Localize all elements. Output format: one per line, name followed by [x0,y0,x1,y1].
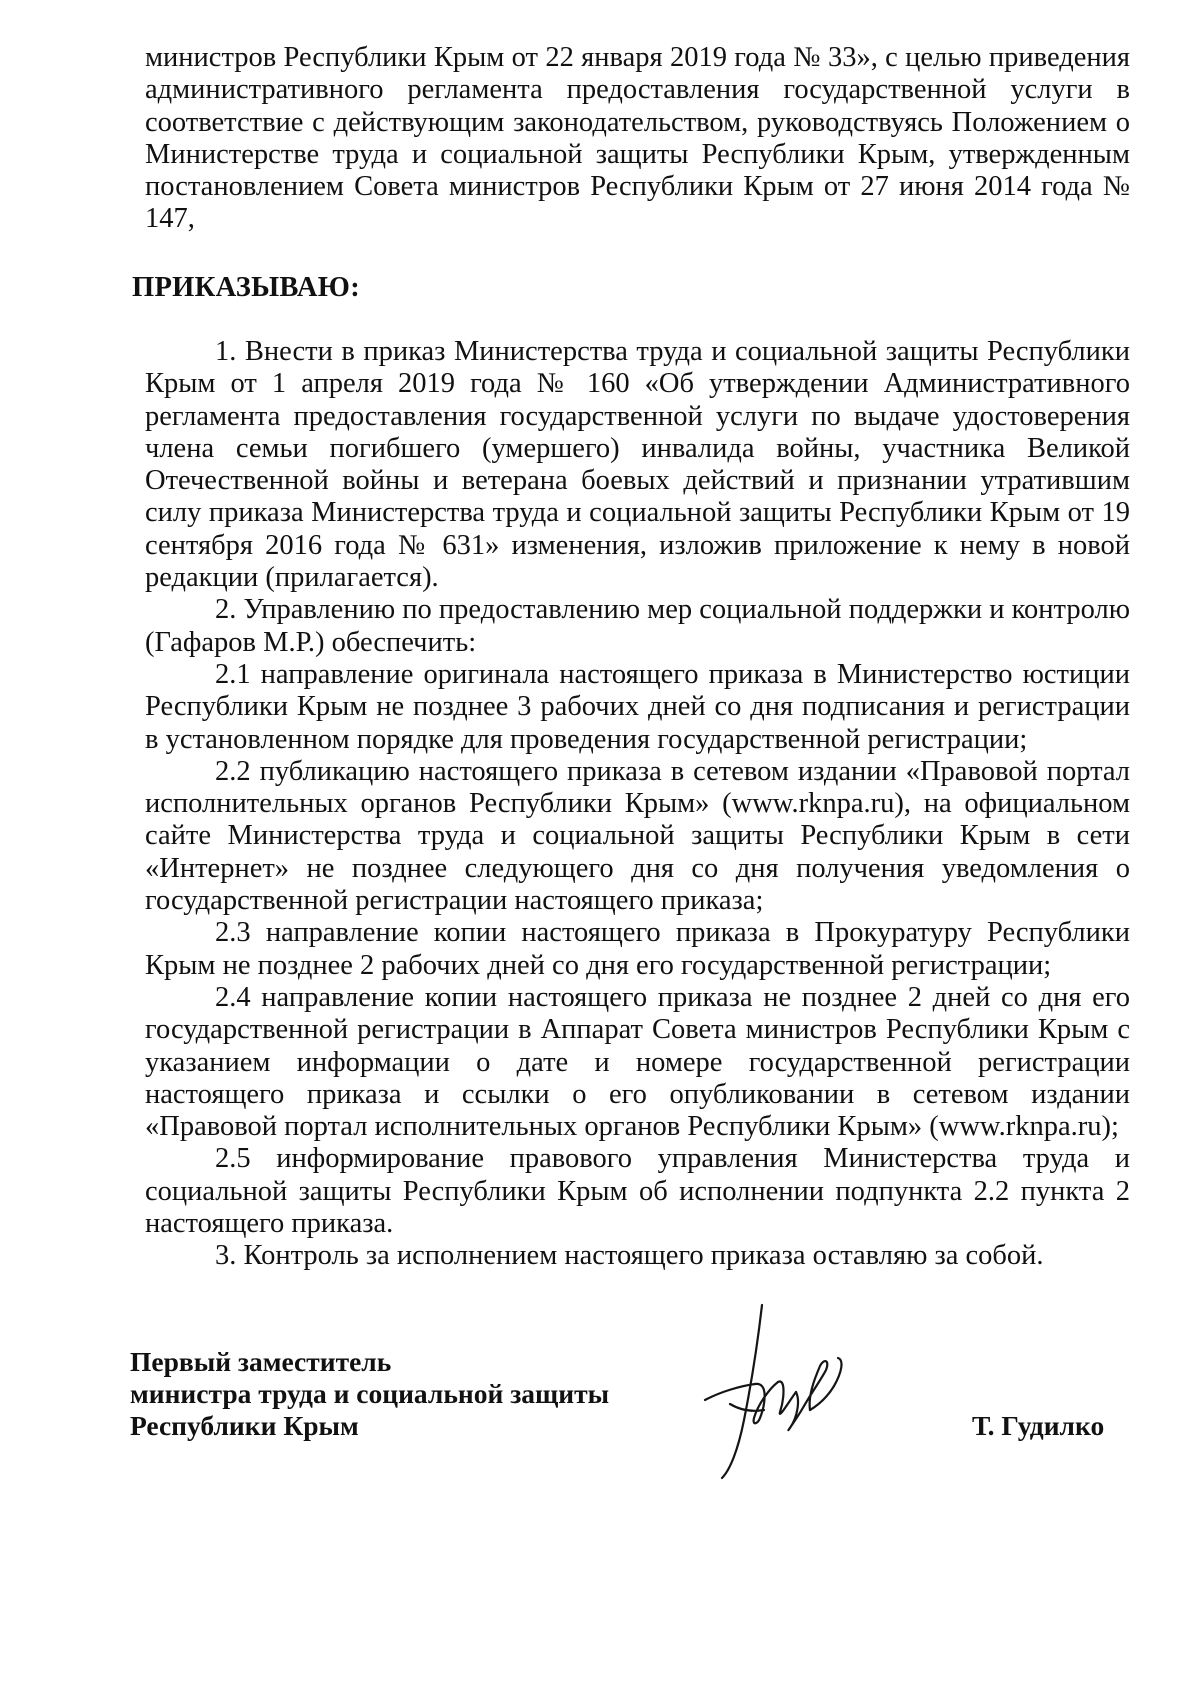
signatory-position-line-3: Республики Крым [130,1410,359,1441]
signatory-position-line-1: Первый заместитель [130,1346,392,1377]
order-item-2-5: 2.5 информирование правового управления Министерства труда и социальной защиты Республики Крым об исполнении подпункта 2.2 пункта 2 настоящего приказа. [145,1143,1130,1240]
order-item-2-3: 2.3 направление копии настоящего приказа в Прокуратуру Республики Крым не позднее 2 рабочих дней со дня его государственной регистрации; [145,917,1130,981]
handwritten-signature [700,1300,900,1480]
order-heading: ПРИКАЗЫВАЮ: [132,272,360,303]
order-item-3: 3. Контроль за исполнением настоящего приказа оставляю за собой. [215,1240,1044,1272]
order-item-2: 2. Управлению по предоставлению мер социальной поддержки и контролю (Гафаров М.Р.) обеспечить: [145,594,1130,658]
order-item-2-4: 2.4 направление копии настоящего приказа не позднее 2 дней со дня его государственной регистрации в Аппарат Совета министров Республики Крым с указанием информации о дате и номере государственной регистрации настоящего приказа и ссылки о его опубликовании в сетевом издании «Правовой портал исполнительных органов Республики Крым» (www.rknpa.ru); [145,981,1130,1143]
signatory-position-line-2: министра труда и социальной защиты [130,1378,610,1409]
order-items [145,336,1130,1273]
signer-name: Т. Гудилко [972,1410,1105,1441]
lead-paragraph: министров Республики Крым от 22 января 2019 года № 33», с целью приведения административного регламента предоставления государственной услуги в соответствие с действующим законодательством, руководствуясь Положением о Министерстве труда и социальной защиты Республики Крым, утвержденным постановлением Совета министров Республики Крым от 27 июня 2014 года № 147, [145,42,1130,235]
lead-paragraph-block [145,42,1130,236]
order-item-2-1: 2.1 направление оригинала настоящего приказа в Министерство юстиции Республики Крым не позднее 3 рабочих дней со дня подписания и регистрации в установленном порядке для проведения государственной регистрации; [145,658,1130,755]
signatory-position [130,1346,609,1442]
order-item-1: 1. Внести в приказ Министерства труда и социальной защиты Республики Крым от 1 апреля 2019 года № 160 «Об утверждении Административного регламента предоставления государственной услуги по выдаче удостоверения члена семьи погибшего (умершего) инвалида войны, участника Великой Отечественной войны и ветерана боевых действий и признании утратившим силу приказа Министерства труда и социальной защиты Республики Крым от 19 сентября 2016 года № 631» изменения, изложив приложение к нему в новой редакции (прилагается). [145,336,1130,594]
order-item-2-2: 2.2 публикацию настоящего приказа в сетевом издании «Правовой портал исполнительных органов Республики Крым» (www.rknpa.ru), на официальном сайте Министерства труда и социальной защиты Республики Крым в сети «Интернет» не позднее следующего дня со дня получения уведомления о государственной регистрации настоящего приказа; [145,755,1130,917]
